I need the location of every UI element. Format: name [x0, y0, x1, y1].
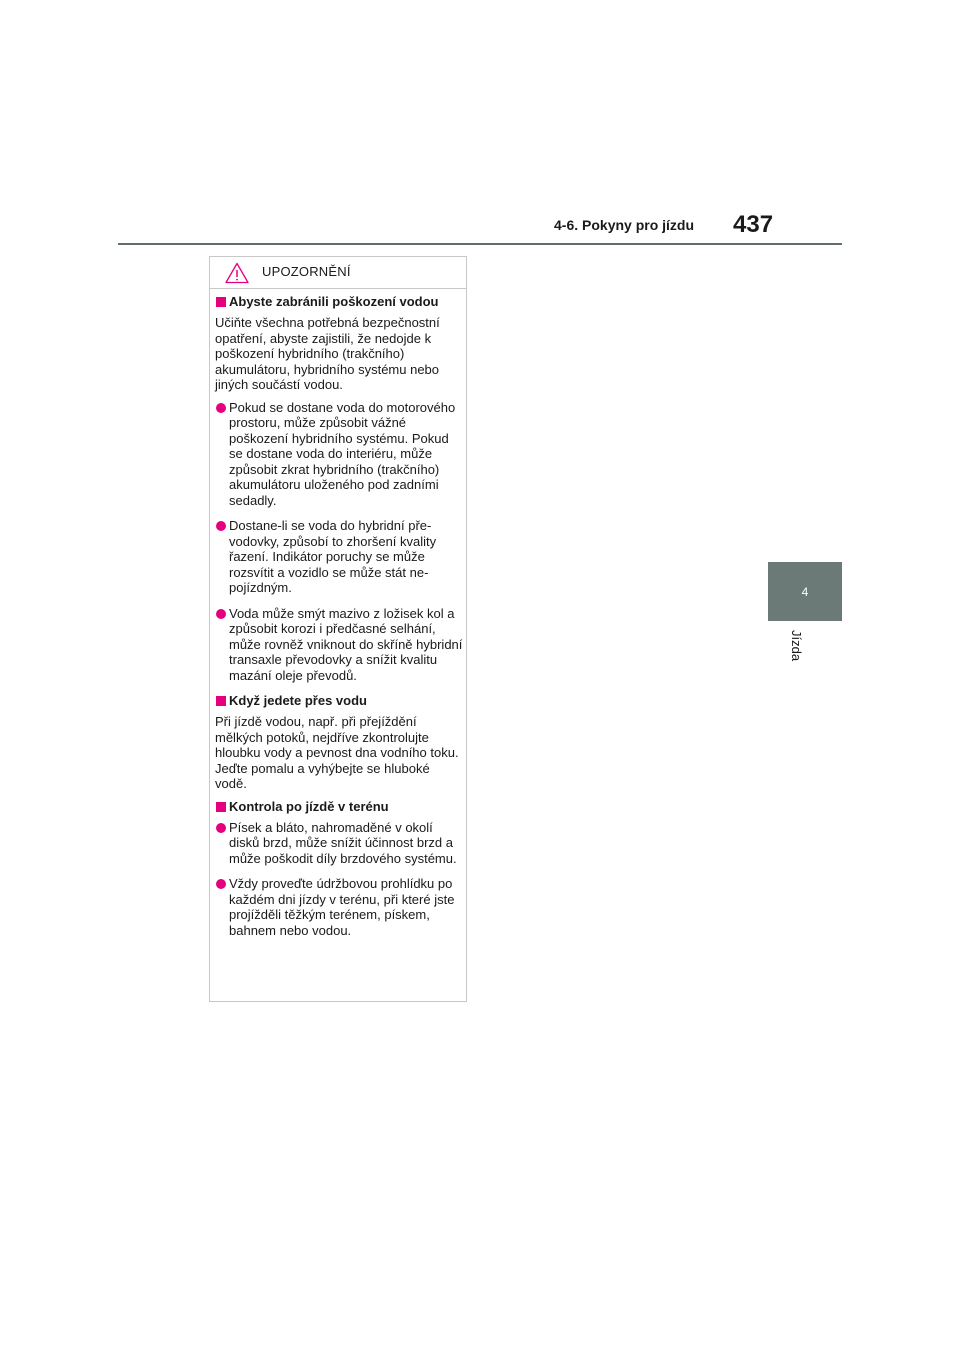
caution-box	[209, 256, 467, 1002]
chapter-number: 4	[801, 584, 809, 599]
header-divider	[118, 243, 842, 245]
round-bullet-icon	[216, 879, 226, 889]
round-bullet-icon	[216, 609, 226, 619]
section-paragraph: Při jízdě vodou, např. při přejíždění mělkých potoků, nejdříve zkontrolujte hloubku vody a pevnost dna vodního toku. Jeďte pomalu a vyhýbejte se hluboké vodě.	[215, 714, 459, 791]
caution-header	[210, 257, 466, 289]
round-bullet-icon	[216, 521, 226, 531]
section-heading: Kontrola po jízdě v terénu	[215, 799, 465, 815]
chapter-tab	[768, 562, 842, 621]
section-heading: Když jedete přes vodu	[215, 693, 465, 709]
round-bullet-icon	[216, 403, 226, 413]
caution-content	[215, 291, 465, 948]
section-title: 4-6. Pokyny pro jízdu	[554, 217, 695, 233]
list-item: Voda může smýt mazivo z ložisek kol a způsobit korozi i předčasné selhání, může rovněž vniknout do skříně hybridní transaxle převodovky a snížit kvalitu mazání oleje převodů.	[215, 606, 465, 684]
list-item: Pokud se dostane voda do motorového prostoru, může způsobit vážné poškození hybridního systému. Pokud se dostane voda do interiéru, může způsobit zkrat hybridního (trakčního) akumulátoru uloženého pod zadními sedadly.	[215, 400, 465, 509]
list-item: Vždy proveďte údržbovou prohlídku po každém dni jízdy v terénu, při které jste projížděli těžkým terénem, pískem, bahnem nebo vodou.	[215, 876, 465, 938]
square-bullet-icon	[216, 802, 226, 812]
caution-title: UPOZORNĚNÍ	[262, 264, 351, 279]
section-heading: Abyste zabránili poškození vodou	[215, 294, 465, 310]
section-paragraph: Učiňte všechna potřebná bezpečnostní opatření, abyste zajistili, že nedojde k poškození hybridního (trakčního) akumulátoru, hybridního systému nebo jiných součástí vodou.	[215, 315, 440, 392]
square-bullet-icon	[216, 696, 226, 706]
page-number: 437	[733, 211, 774, 238]
list-item: Písek a bláto, nahromaděné v okolí disků brzd, může snížit účinnost brzd a může poškodit díly brzdového systému.	[215, 820, 465, 867]
list-item: Dostane-li se voda do hybridní převodovky, způsobí to zhoršení kvality řazení. Indikátor poruchy se může rozsvítit a vozidlo se může stát nepojízdným.	[215, 518, 465, 596]
chapter-label: Jízda	[789, 630, 804, 662]
square-bullet-icon	[216, 297, 226, 307]
warning-triangle-icon	[225, 262, 249, 284]
round-bullet-icon	[216, 823, 226, 833]
